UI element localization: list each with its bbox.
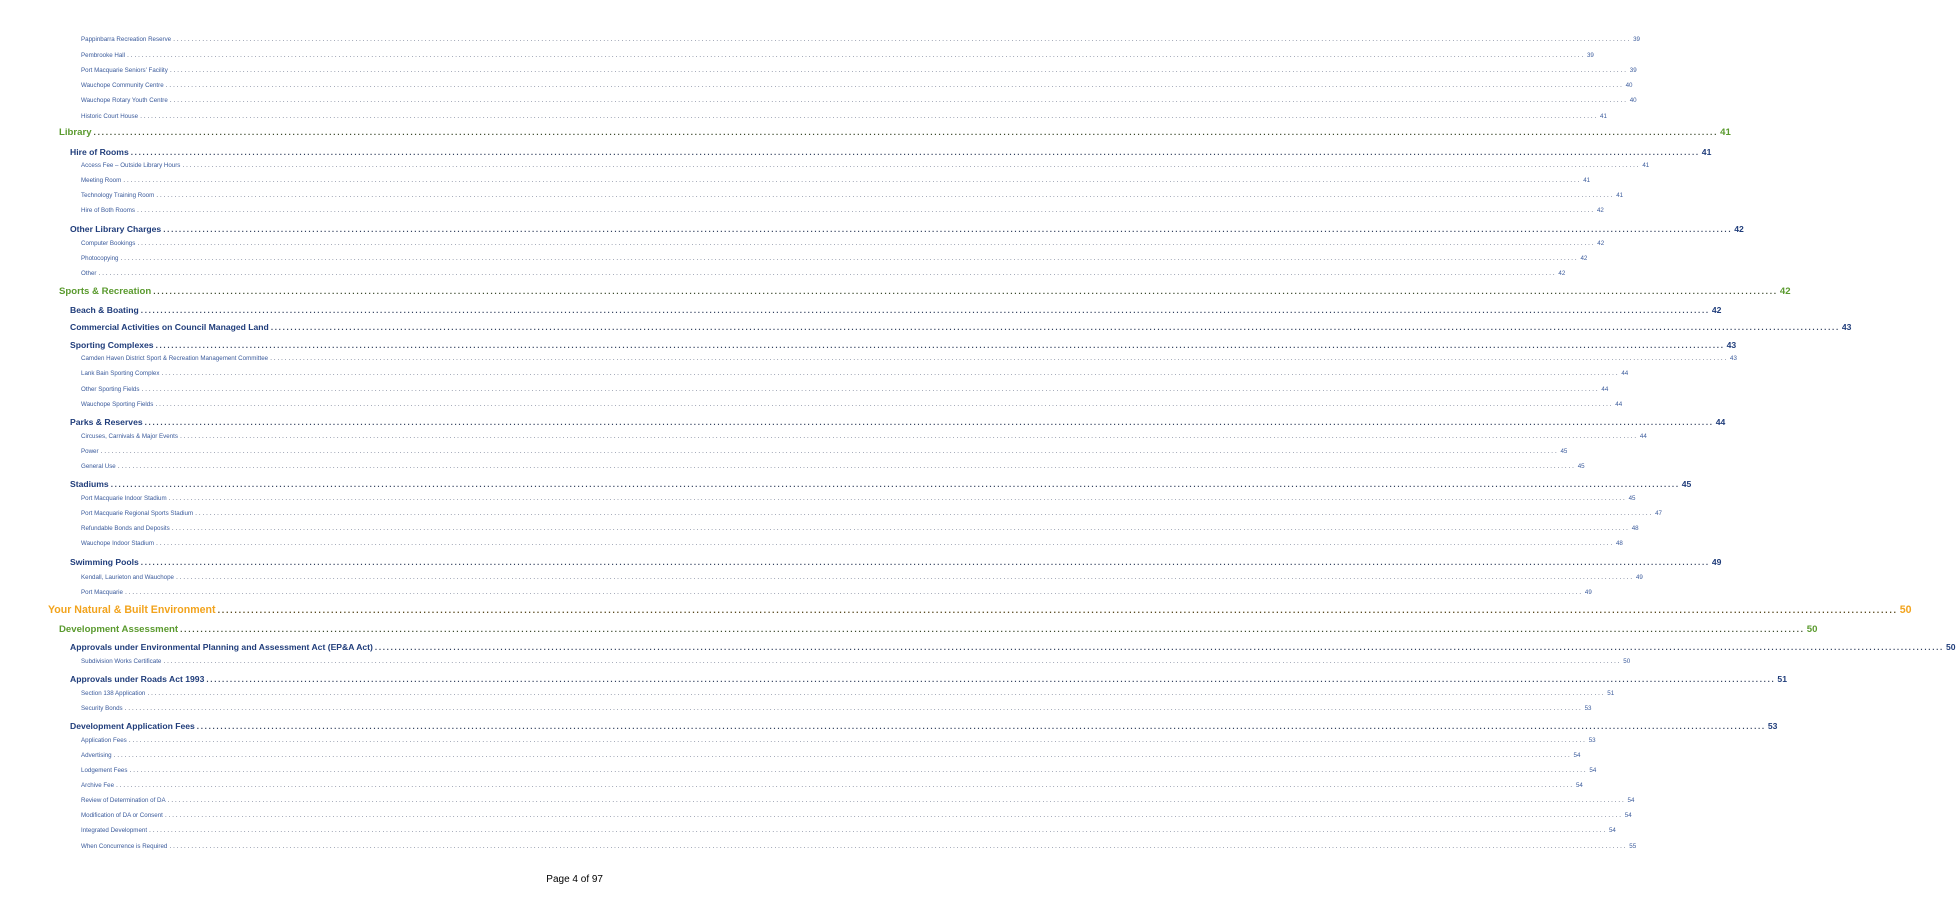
toc-entry-page: 43 [1841, 322, 1852, 332]
toc-entry-title: Subdivision Works Certificate [81, 658, 162, 665]
toc-entry-title: Approvals under Roads Act 1993 [70, 674, 205, 684]
dot-leader: ................................................................................................................................................................................................................................................................................................................................................................................................................ [164, 812, 1623, 819]
toc-entry[interactable] [70, 721, 1778, 735]
toc-entry[interactable] [81, 113, 1607, 127]
toc-entry[interactable] [70, 557, 1722, 571]
toc-entry[interactable] [81, 82, 1633, 96]
dot-leader: ................................................................................................................................................................................................................................................................................................................................................................................................................ [195, 510, 1654, 517]
dot-leader: ................................................................................................................................................................................................................................................................................................................................................................................................................ [124, 705, 1583, 712]
toc-entry[interactable] [70, 305, 1722, 319]
toc-entry[interactable] [81, 433, 1647, 447]
toc-entry-page: 54 [1575, 782, 1583, 789]
toc-entry-title: Other Sporting Fields [81, 386, 140, 393]
toc-entry[interactable] [81, 255, 1588, 269]
toc-entry-title: Meeting Room [81, 177, 122, 184]
dot-leader: ................................................................................................................................................................................................................................................................................................................................................................................................................ [147, 690, 1606, 697]
toc-entry[interactable] [81, 574, 1643, 588]
toc-entry[interactable] [81, 525, 1639, 539]
dot-leader: ................................................................................................................................................................................................................................................................................................................................................................................................................ [270, 323, 1840, 332]
toc-entry-title: Stadiums [70, 479, 109, 489]
toc-entry[interactable] [70, 147, 1712, 161]
toc-entry[interactable] [81, 97, 1637, 111]
toc-entry-page: 45 [1681, 479, 1692, 489]
toc-entry-title: Application Fees [81, 737, 127, 744]
toc-entry[interactable] [81, 705, 1592, 719]
toc-entry-page: 41 [1701, 147, 1712, 157]
toc-entry[interactable] [81, 843, 1637, 857]
dot-leader: ................................................................................................................................................................................................................................................................................................................................................................................................................ [163, 658, 1622, 665]
toc-entry-title: Access Fee – Outside Library Hours [81, 162, 181, 169]
dot-leader: ................................................................................................................................................................................................................................................................................................................................................................................................................ [156, 192, 1615, 199]
dot-leader: ................................................................................................................................................................................................................................................................................................................................................................................................................ [117, 463, 1576, 470]
toc-entry-page: 40 [1625, 82, 1633, 89]
dot-leader: ................................................................................................................................................................................................................................................................................................................................................................................................................ [127, 52, 1585, 59]
toc-entry[interactable] [59, 286, 1791, 300]
toc-entry[interactable] [59, 624, 1818, 638]
dot-leader: ................................................................................................................................................................................................................................................................................................................................................................................................................ [176, 574, 1634, 581]
dot-leader: ................................................................................................................................................................................................................................................................................................................................................................................................................ [120, 255, 1579, 262]
dot-leader: ................................................................................................................................................................................................................................................................................................................................................................................................................ [155, 401, 1614, 408]
toc-entry-page: 53 [1588, 737, 1596, 744]
dot-leader: ................................................................................................................................................................................................................................................................................................................................................................................................................ [149, 827, 1607, 834]
toc-entry-title: Library [59, 127, 92, 138]
toc-entry[interactable] [81, 737, 1596, 751]
toc-entry[interactable] [81, 510, 1662, 524]
dot-leader: ................................................................................................................................................................................................................................................................................................................................................................................................................ [110, 480, 1680, 489]
dot-leader: ................................................................................................................................................................................................................................................................................................................................................................................................................ [113, 752, 1572, 759]
toc-entry-page: 54 [1627, 797, 1635, 804]
dot-leader: ................................................................................................................................................................................................................................................................................................................................................................................................................ [180, 624, 1805, 634]
toc-entry[interactable] [81, 752, 1581, 766]
toc-entry-page: 42 [1596, 207, 1604, 214]
toc-entry[interactable] [59, 127, 1731, 141]
toc-entry-title: Technology Training Room [81, 192, 155, 199]
dot-leader: ................................................................................................................................................................................................................................................................................................................................................................................................................ [374, 643, 1944, 652]
toc-entry-page: 43 [1730, 355, 1737, 362]
dot-leader: ................................................................................................................................................................................................................................................................................................................................................................................................................ [182, 162, 1641, 169]
toc-entry-page: 50 [1945, 642, 1956, 652]
toc-entry-title: Wauchope Sporting Fields [81, 401, 154, 408]
toc-entry-page: 51 [1777, 674, 1787, 684]
toc-entry[interactable] [70, 674, 1787, 688]
toc-entry-title: Computer Bookings [81, 240, 136, 247]
toc-entry[interactable] [81, 540, 1623, 554]
toc-entry-title: Circuses, Carnivals & Major Events [81, 433, 178, 440]
toc-entry-title: Lank Bain Sporting Complex [81, 370, 160, 377]
toc-entry[interactable] [81, 52, 1594, 66]
toc-entry-title: Your Natural & Built Environment [48, 604, 216, 616]
dot-leader: ................................................................................................................................................................................................................................................................................................................................................................................................................ [173, 36, 1632, 43]
toc-entry[interactable] [81, 797, 1635, 811]
toc-entry-title: Photocopying [81, 255, 119, 262]
toc-entry-title: Section 138 Application [81, 690, 146, 697]
dot-leader: ................................................................................................................................................................................................................................................................................................................................................................................................................ [206, 675, 1776, 684]
toc-entry-title: When Concurrence is Required [81, 843, 168, 850]
toc-entry-page: 41 [1600, 113, 1607, 120]
dot-leader: ................................................................................................................................................................................................................................................................................................................................................................................................................ [161, 370, 1620, 377]
toc-entry-title: Wauchope Rotary Youth Centre [81, 97, 168, 104]
toc-entry-page: 54 [1589, 767, 1597, 774]
dot-leader: ................................................................................................................................................................................................................................................................................................................................................................................................................ [167, 797, 1626, 804]
toc-entry[interactable] [70, 322, 1852, 336]
toc-entry-page: 39 [1633, 36, 1640, 43]
toc-entry[interactable] [81, 240, 1605, 254]
dot-leader: ................................................................................................................................................................................................................................................................................................................................................................................................................ [156, 540, 1614, 547]
toc-entry-page: 39 [1629, 67, 1637, 74]
toc-entry-title: Wauchope Community Centre [81, 82, 164, 89]
toc-entry-page: 51 [1607, 690, 1615, 697]
toc-entry[interactable] [70, 340, 1737, 354]
dot-leader: ................................................................................................................................................................................................................................................................................................................................................................................................................ [168, 495, 1627, 502]
toc-entry-page: 48 [1631, 525, 1639, 532]
toc-entry-title: Review of Determination of DA [81, 797, 166, 804]
dot-leader: ................................................................................................................................................................................................................................................................................................................................................................................................................ [179, 433, 1638, 440]
dot-leader: ................................................................................................................................................................................................................................................................................................................................................................................................................ [140, 113, 1599, 120]
toc-entry-title: Sporting Complexes [70, 340, 154, 350]
toc-entry-title: Hire of Rooms [70, 147, 129, 157]
toc-entry-page: 42 [1580, 255, 1588, 262]
toc-entry-page: 54 [1573, 752, 1581, 759]
toc-entry[interactable] [81, 658, 1631, 672]
dot-leader: ................................................................................................................................................................................................................................................................................................................................................................................................................ [140, 306, 1710, 315]
toc-entry-title: Commercial Activities on Council Managed Land [70, 322, 269, 332]
toc-entry[interactable] [81, 827, 1616, 841]
toc-entry-page: 40 [1629, 97, 1637, 104]
dot-leader: ................................................................................................................................................................................................................................................................................................................................................................................................................ [137, 207, 1595, 214]
toc-entry[interactable] [70, 224, 1744, 238]
dot-leader: ................................................................................................................................................................................................................................................................................................................................................................................................................ [123, 177, 1582, 184]
toc-entry-page: 45 [1560, 448, 1568, 455]
toc-entry-page: 48 [1615, 540, 1623, 547]
dot-leader: ................................................................................................................................................................................................................................................................................................................................................................................................................ [100, 448, 1559, 455]
dot-leader: ................................................................................................................................................................................................................................................................................................................................................................................................................ [124, 589, 1583, 596]
toc-entry[interactable] [81, 36, 1640, 50]
toc-entry-title: Refundable Bonds and Deposits [81, 525, 170, 532]
dot-leader: ................................................................................................................................................................................................................................................................................................................................................................................................................ [171, 525, 1630, 532]
dot-leader: ................................................................................................................................................................................................................................................................................................................................................................................................................ [129, 767, 1588, 774]
dot-leader: ................................................................................................................................................................................................................................................................................................................................................................................................................ [169, 843, 1628, 850]
toc-entry-title: Historic Court House [81, 113, 139, 120]
toc-entry-title: Port Macquarie [81, 589, 123, 596]
dot-leader: ................................................................................................................................................................................................................................................................................................................................................................................................................ [169, 97, 1628, 104]
dot-leader: ................................................................................................................................................................................................................................................................................................................................................................................................................ [98, 270, 1557, 277]
toc-entry-page: 49 [1584, 589, 1592, 596]
toc-entry-title: Port Macquarie Seniors' Facility [81, 67, 168, 74]
toc-entry-page: 49 [1635, 574, 1643, 581]
toc-entry-title: Other Library Charges [70, 224, 162, 234]
toc-entry-title: Power [81, 448, 99, 455]
dot-leader: ................................................................................................................................................................................................................................................................................................................................................................................................................ [93, 127, 1719, 137]
toc-entry[interactable] [70, 479, 1692, 493]
toc-entry[interactable] [70, 642, 1956, 656]
toc-entry-page: 44 [1639, 433, 1647, 440]
toc-entry[interactable] [81, 370, 1629, 384]
toc-entry-page: 44 [1615, 401, 1623, 408]
dot-leader: ................................................................................................................................................................................................................................................................................................................................................................................................................ [169, 67, 1628, 74]
toc-entry[interactable] [81, 448, 1568, 462]
toc-entry-title: Beach & Boating [70, 305, 139, 315]
toc-entry-page: 41 [1642, 162, 1650, 169]
toc-entry-title: Lodgement Fees [81, 767, 128, 774]
toc-entry[interactable] [81, 355, 1737, 369]
dot-leader: ................................................................................................................................................................................................................................................................................................................................................................................................................ [153, 286, 1778, 296]
dot-leader: ................................................................................................................................................................................................................................................................................................................................................................................................................ [130, 148, 1700, 157]
toc-entry-page: 44 [1601, 386, 1609, 393]
dot-leader: ................................................................................................................................................................................................................................................................................................................................................................................................................ [141, 386, 1600, 393]
toc-entry-page: 53 [1767, 721, 1778, 731]
toc-entry[interactable] [81, 270, 1566, 284]
toc-entry[interactable] [70, 417, 1726, 431]
toc-entry-title: Hire of Both Rooms [81, 207, 135, 214]
dot-leader: ................................................................................................................................................................................................................................................................................................................................................................................................................ [163, 225, 1733, 234]
toc-entry[interactable] [81, 177, 1591, 191]
toc-entry-page: 39 [1586, 52, 1594, 59]
dot-leader: ................................................................................................................................................................................................................................................................................................................................................................................................................ [165, 82, 1624, 89]
page-number: Page 4 of 97 [546, 874, 603, 885]
toc-entry-title: Archive Fee [81, 782, 115, 789]
toc-entry[interactable] [81, 192, 1624, 206]
dot-leader: ................................................................................................................................................................................................................................................................................................................................................................................................................ [270, 355, 1729, 362]
toc-entry-page: 44 [1621, 370, 1629, 377]
toc-entry-page: 42 [1711, 305, 1722, 315]
toc-entry-title: Integrated Development [81, 827, 148, 834]
toc-entry-page: 41 [1616, 192, 1624, 199]
toc-entry-title: Kendall, Laurieton and Wauchope [81, 574, 174, 581]
toc-entry[interactable] [81, 207, 1604, 221]
toc-entry-page: 41 [1720, 127, 1731, 138]
toc-entry[interactable] [48, 604, 1912, 618]
toc-entry-title: Port Macquarie Regional Sports Stadium [81, 510, 194, 517]
toc-entry-page: 44 [1715, 417, 1726, 427]
toc-entry-page: 47 [1655, 510, 1662, 517]
toc-entry-page: 42 [1558, 270, 1566, 277]
toc-entry[interactable] [81, 401, 1623, 415]
toc-entry-title: Modification of DA or Consent [81, 812, 163, 819]
toc-entry-page: 53 [1584, 705, 1592, 712]
dot-leader: ................................................................................................................................................................................................................................................................................................................................................................................................................ [155, 341, 1725, 350]
toc-entry-page: 54 [1608, 827, 1616, 834]
toc-entry-title: Wauchope Indoor Stadium [81, 540, 155, 547]
toc-entry[interactable] [81, 690, 1615, 704]
toc-entry-page: 54 [1624, 812, 1632, 819]
dot-leader: ................................................................................................................................................................................................................................................................................................................................................................................................................ [128, 737, 1587, 744]
toc-entry-title: Sports & Recreation [59, 286, 152, 297]
toc-entry-title: Security Bonds [81, 705, 123, 712]
toc-entry-page: 50 [1806, 624, 1818, 635]
dot-leader: ................................................................................................................................................................................................................................................................................................................................................................................................................ [217, 605, 1898, 615]
toc-entry[interactable] [81, 67, 1637, 81]
toc-entry-title: Development Assessment [59, 624, 179, 635]
dot-leader: ................................................................................................................................................................................................................................................................................................................................................................................................................ [144, 418, 1714, 427]
toc-entry[interactable] [81, 812, 1632, 826]
toc-entry[interactable] [81, 463, 1585, 477]
toc-entry-title: Parks & Reserves [70, 417, 143, 427]
dot-leader: ................................................................................................................................................................................................................................................................................................................................................................................................................ [116, 782, 1574, 789]
toc-entry-page: 50 [1623, 658, 1631, 665]
toc-entry-page: 45 [1577, 463, 1585, 470]
dot-leader: ................................................................................................................................................................................................................................................................................................................................................................................................................ [137, 240, 1596, 247]
toc-entry-page: 42 [1597, 240, 1605, 247]
toc-entry-page: 41 [1583, 177, 1591, 184]
toc-entry[interactable] [81, 162, 1650, 176]
toc-entry-page: 50 [1899, 604, 1912, 616]
toc-entry-page: 43 [1726, 340, 1737, 350]
toc-entry-title: Swimming Pools [70, 557, 139, 567]
dot-leader: ................................................................................................................................................................................................................................................................................................................................................................................................................ [140, 558, 1710, 567]
toc-entry[interactable] [81, 495, 1636, 509]
toc-entry-page: 55 [1629, 843, 1637, 850]
toc-entry-page: 42 [1779, 286, 1791, 297]
toc-entry[interactable] [81, 767, 1597, 781]
toc-entry-title: Camden Haven District Sport & Recreation Management Committee [81, 355, 269, 362]
toc-entry[interactable] [81, 386, 1609, 400]
toc-entry-page: 45 [1628, 495, 1636, 502]
toc-entry-title: Advertising [81, 752, 112, 759]
toc-entry-title: General Use [81, 463, 116, 470]
toc-entry[interactable] [81, 589, 1592, 603]
toc-entry-title: Development Application Fees [70, 721, 195, 731]
dot-leader: ................................................................................................................................................................................................................................................................................................................................................................................................................ [196, 722, 1766, 731]
toc-entry-title: Pappinbarra Recreation Reserve [81, 36, 172, 43]
toc-entry-title: Approvals under Environmental Planning and Assessment Act (EP&A Act) [70, 642, 373, 652]
toc-entry[interactable] [81, 782, 1583, 796]
toc-entry-title: Other [81, 270, 97, 277]
toc-entry-title: Pembrooke Hall [81, 52, 126, 59]
toc-entry-title: Port Macquarie Indoor Stadium [81, 495, 167, 502]
toc-entry-page: 49 [1711, 557, 1722, 567]
toc-entry-page: 42 [1734, 224, 1744, 234]
